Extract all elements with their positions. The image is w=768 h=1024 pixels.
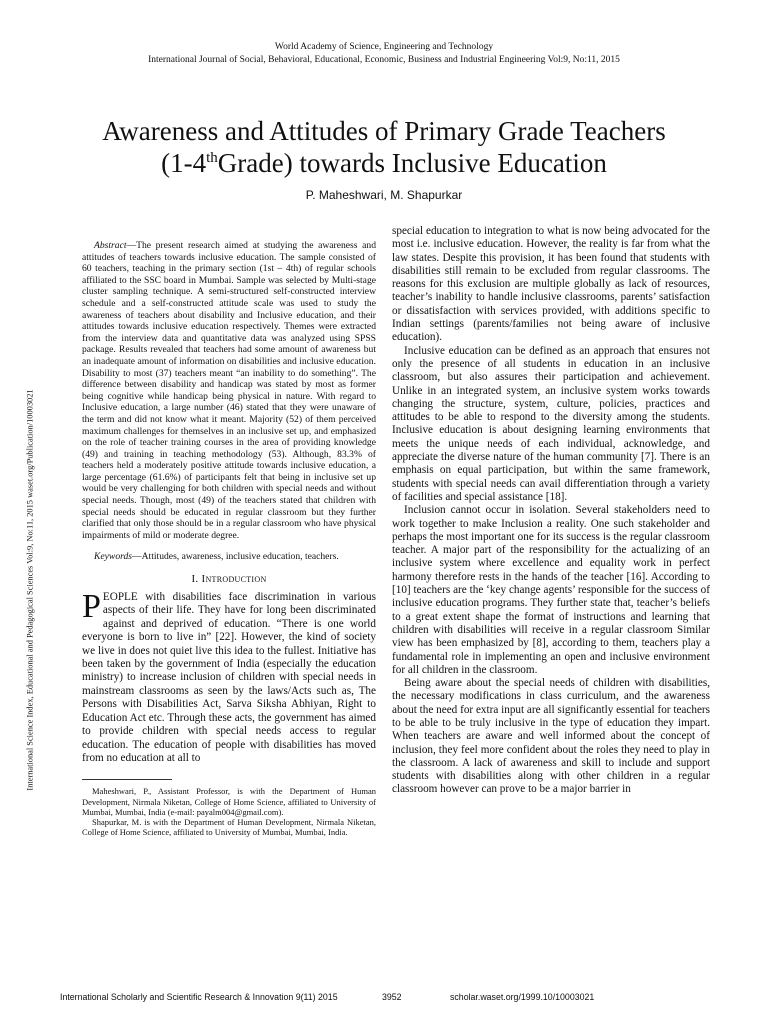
section-heading-introduction xyxy=(82,573,376,585)
right-paragraph-3: Inclusion cannot occur in isolation. Several stakeholders need to work together to make Inclusion a reality. One such stakeholder and perhaps the most important one for its success is the regular classroom teacher. A major part of the responsibility for the actualizing of an inclusive system where excellence and equality work in perfect harmony therefore rests in the hands of the teacher [16]. According to [10] teachers are the ‘key change agents’ responsible for the success of inclusive education programs. They further state that, teacher’s beliefs to a great extent shape the format of instructions and learning that children with disabilities will receive in a regular classroom Similar view has been emphasized by [8], according to them, teachers play a fundamental role in implementing an open and inclusive environment for all children in the classroom. xyxy=(392,504,710,676)
right-paragraph-2: Inclusive education can be defined as an approach that ensures not only the presence of all students in education in an inclusive classroom, but also assures their participation and achievement. Unlike in an integrated system, an inclusive system works towards changing the structure, system, culture, policies, practices and attitudes to be able to respond to the diversity among the students. Inclusive education is about designing learning environments that meets the unique needs of each individual, acknowledge, and appreciate the diverse nature of the human community [7]. There is an emphasis on equal participation, but within the same framework, students with special needs can avail differentiation through a variety of facilities and special assistance [18]. xyxy=(392,344,710,503)
title-superscript: th xyxy=(206,150,218,166)
title-line2-a: (1-4 xyxy=(161,148,207,178)
abstract xyxy=(82,240,376,541)
paper-title xyxy=(30,115,738,179)
journal-header-line2: International Journal of Social, Behavioral, Educational, Economic, Business and Industrial Engineering Vol:9, No:11, 2015 xyxy=(148,55,620,65)
intro-paragraph xyxy=(82,588,376,765)
footer-doi-link[interactable]: scholar.waset.org/1999.10/10003021 xyxy=(450,992,595,1002)
side-index-text: International Science Index, Educational and Pedagogical Sciences Vol:9, No:11, 2015 waset.org/Publication/10003021 xyxy=(25,389,35,791)
footnote-divider xyxy=(82,779,172,780)
journal-header-line1: World Academy of Science, Engineering and Technology xyxy=(274,42,494,52)
footnote-author1: Maheshwari, P., Assistant Professor, is with the Department of Human Development, Nirmala Niketan, College of Home Science, affiliated to University of Mumbai, Mumbai, India (e-mail: payalm004@gmail.com). xyxy=(82,786,376,817)
keywords xyxy=(82,551,376,563)
intro-text: EOPLE with disabilities face discrimination in various aspects of their life. They have for long been discriminated against and deprived of education. “There is one world everyone is born to live in” [22]. However, the kind of society we live in does not quiet live this idea to the fullest. Initiative has been taken by the government of India (especially the education ministry) to increase inclusion of children with special needs in mainstream classrooms as seen by the laws/Acts such as, The Persons with Disabilities Act, Sarva Siksha Abhiyan, Right to Education Act etc. Through these acts, the government has aimed to provide children with special needs access to regular education. The education of people with disabilities has moved from no education at all to xyxy=(82,591,376,764)
section-title: Introduction xyxy=(201,573,267,586)
title-line2-b: Grade) towards Inclusive Education xyxy=(217,148,607,178)
authors: P. Maheshwari, M. Shapurkar xyxy=(305,188,463,202)
right-column xyxy=(392,225,710,797)
drop-cap: P xyxy=(82,588,101,626)
section-number: I. xyxy=(191,573,199,586)
left-column xyxy=(82,240,376,837)
footer-publisher: International Scholarly and Scientific Research & Innovation 9(11) 2015 xyxy=(60,992,338,1002)
right-paragraph-1: special education to integration to what is now being advocated for the most i.e. inclusive education. However, the reality is far from what the law states. Despite this provision, it has been found that students with disabilities still remain to be excluded from regular classrooms. The reasons for this exclusion are multiple globally as lack of resources, teacher’s inability to handle inclusive classrooms, parents’ satisfaction or dissatisfaction with services provided, with additions specific to Indian settings (parents/families not being aware of inclusive education). xyxy=(392,225,710,344)
title-line1: Awareness and Attitudes of Primary Grade Teachers xyxy=(102,116,666,146)
keywords-label: Keywords xyxy=(94,551,133,563)
abstract-label: Abstract xyxy=(94,240,127,251)
right-paragraph-4: Being aware about the special needs of children with disabilities, the necessary modifications in class curriculum, and the awareness about the need for extra input are all significantly essential for teachers to be able to be truly inclusive in the type of education they impart. When teachers are aware and well informed about the concept of inclusion, they feel more confident about the roles they need to play in the classroom. A lack of awareness and skill to include and support students with disabilities along with other children in a regular classroom however can prove to be a major barrier in xyxy=(392,677,710,796)
footnote-author2: Shapurkar, M. is with the Department of Human Development, Nirmala Niketan, College of Home Science, affiliated to University of Mumbai, Mumbai, India. xyxy=(82,816,376,838)
keywords-text: —Attitudes, awareness, inclusive education, teachers. xyxy=(132,551,339,563)
side-index-strip xyxy=(22,310,38,870)
abstract-text: —The present research aimed at studying the awareness and attitudes of teachers towards inclusive education. The sample consisted of 60 teachers, teaching in the primary section (1st – 4th) of regular schools affiliated to the SSC board in Mumbai. Sample was selected by Multi-stage cluster sampling technique. A semi-structured self-constructed interview schedule and a self-constructed attitude scale was used to study the awareness of teachers about disability and Inclusive education, and their attitudes towards inclusive education respectively. Themes were extracted from the interview data and quantitative data was analyzed using SPSS package. Results revealed that teachers had some amount of awareness but an inadequate amount of information on disabilities and inclusive education. Disability to most (37) teachers meant “an inability to do something”. The difference between disability and handicap was stated by most as former being cognitive while handicap being physical in nature. With regard to Inclusive education, a large number (46) stated that they were unaware of the term and did not know what it meant. Majority (52) of them perceived maximum challenges for themselves in an inclusive set up, and emphasized on the role of teacher training courses in the area of providing knowledge (49) and training in teaching methodology (53). Although, 83.3% of teachers held a moderately positive attitude towards inclusive education, a large percentage (61.6%) of participants felt that being in inclusive set up would be very challenging for both children with special needs and without special needs. Though, most (49) of the teachers stated that children with special needs should be educated in regular classroom but they further clarified that only those should be in a regular classroom who have physical impairments of mild or moderate degree. xyxy=(82,240,376,541)
footer-page-number: 3952 xyxy=(382,992,402,1002)
